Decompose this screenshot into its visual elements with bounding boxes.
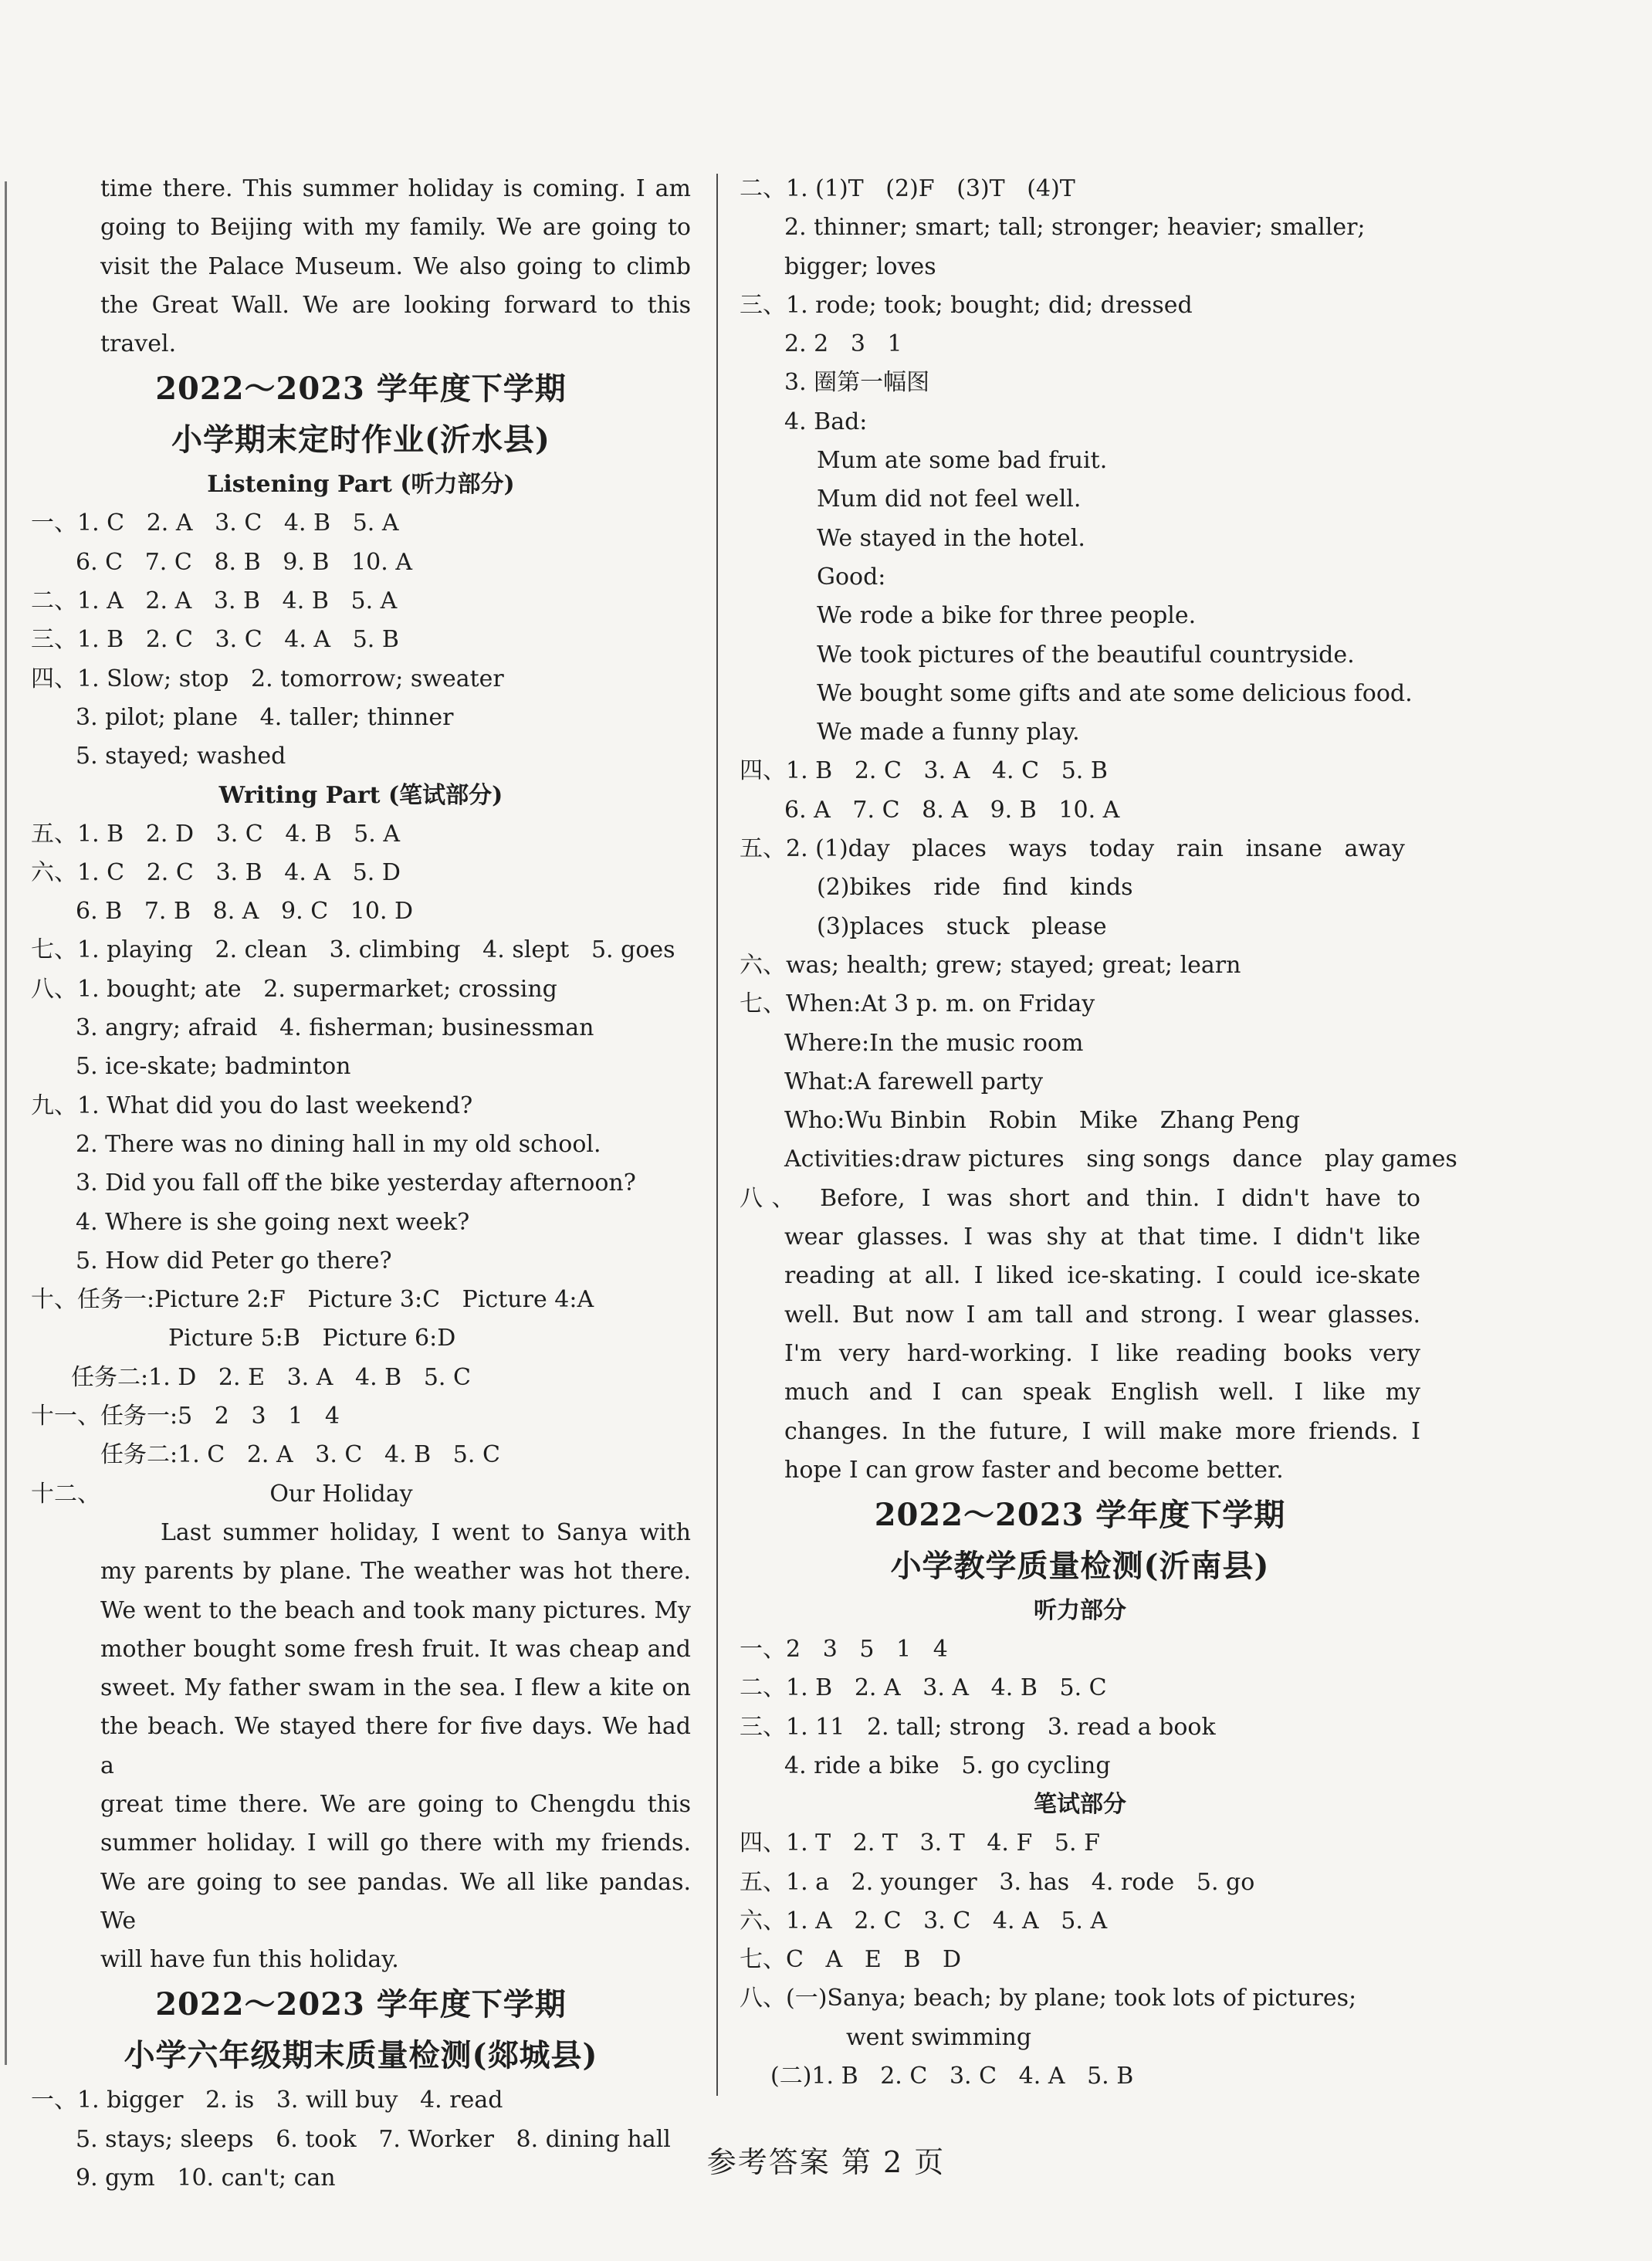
column-divider	[716, 174, 718, 2096]
answer-line: Mum did not feel well.	[817, 486, 1082, 513]
answer-line: 二、1. B 2. A 3. A 4. B 5. C	[740, 1674, 1107, 1702]
section-subtitle: 听力部分	[1034, 1597, 1126, 1625]
answer-line: (3)places stuck please	[817, 912, 1107, 940]
answer-line: Picture 5:B Picture 6:D	[168, 1325, 456, 1352]
essay-line: time there. This summer holiday is coming. I am	[100, 175, 691, 202]
answer-line: 四、1. B 2. C 3. A 4. C 5. B	[740, 757, 1108, 785]
answer-line: We took pictures of the beautiful countryside.	[817, 641, 1355, 668]
answer-line: Where:In the music room	[784, 1029, 1084, 1057]
answer-line: 6. A 7. C 8. A 9. B 10. A	[784, 796, 1120, 824]
essay-line: the Great Wall. We are looking forward to this	[100, 291, 691, 319]
section-title: 2022～2023 学年度下学期	[874, 1497, 1286, 1534]
answer-line: 一、2 3 5 1 4	[740, 1636, 948, 1664]
answer-line: 八、1. bought; ate 2. supermarket; crossing	[31, 975, 557, 1003]
essay-line: well. But now I am tall and strong. I wear glasses.	[784, 1301, 1420, 1329]
answer-line: 九、1. What did you do last weekend?	[31, 1092, 473, 1119]
answer-line: 任务二:1. D 2. E 3. A 4. B 5. C	[71, 1363, 471, 1391]
answer-line: 六、1. A 2. C 3. C 4. A 5. A	[740, 1907, 1108, 1934]
answer-line: 十一、任务一:5 2 3 1 4	[31, 1403, 340, 1430]
answer-line: 5. How did Peter go there?	[76, 1247, 392, 1274]
answer-line: 四、1. Slow; stop 2. tomorrow; sweater	[31, 665, 504, 692]
answer-line: We rode a bike for three people.	[817, 602, 1197, 630]
essay-line: Last summer holiday, I went to Sanya with	[161, 1518, 691, 1546]
answer-line: 3. Did you fall off the bike yesterday afternoon?	[76, 1169, 636, 1197]
answer-line: 七、C A E B D	[740, 1946, 962, 1974]
essay-line: my parents by plane. The weather was hot there.	[100, 1558, 691, 1586]
answer-line: 2. 2 3 1	[784, 330, 902, 358]
answer-line: 一、1. bigger 2. is 3. will buy 4. read	[31, 2087, 503, 2114]
answer-line: 2. thinner; smart; tall; stronger; heavier; smaller;	[784, 214, 1366, 242]
answer-line: 4. ride a bike 5. go cycling	[784, 1752, 1111, 1779]
answer-line: 八、(一)Sanya; beach; by plane; took lots of pictures;	[740, 1985, 1357, 2012]
section-subtitle: Listening Part (听力部分)	[207, 471, 515, 499]
essay-line: We are going to see pandas. We all like pandas. We	[100, 1868, 691, 1934]
section-title: 2022～2023 学年度下学期	[155, 1986, 567, 2023]
section-title: 小学教学质量检测(沂南县)	[890, 1548, 1270, 1585]
essay-line: We went to the beach and took many pictures. My	[100, 1596, 691, 1624]
answer-line: 4. Bad:	[784, 408, 868, 435]
answer-line: We made a funny play.	[817, 719, 1080, 746]
answer-line: 二、1. (1)T (2)F (3)T (4)T	[740, 175, 1075, 202]
essay-line: great time there. We are going to Chengdu this	[100, 1790, 691, 1818]
answer-line: 七、When:At 3 p. m. on Friday	[740, 990, 1095, 1018]
essay-line: the beach. We stayed there for five days. We had a	[100, 1713, 691, 1779]
answer-line: Mum ate some bad fruit.	[817, 447, 1108, 475]
answer-line: will have fun this holiday.	[100, 1946, 399, 1974]
answer-line: 四、1. T 2. T 3. T 4. F 5. F	[740, 1829, 1100, 1857]
answer-line: 五、2. (1)day places ways today rain insane away	[740, 835, 1405, 863]
essay-line: changes. In the future, I will make more friends. I	[784, 1417, 1420, 1445]
answer-line: 十二、 Our Holiday	[31, 1480, 413, 1508]
answer-line: went swimming	[846, 2023, 1032, 2051]
right-column	[740, 170, 1457, 2096]
answer-line: 2. There was no dining hall in my old school.	[76, 1130, 601, 1158]
answer-line: (二)1. B 2. C 3. C 4. A 5. B	[770, 2063, 1134, 2090]
answer-line: What:A farewell party	[784, 1068, 1044, 1095]
answer-line: 一、1. C 2. A 3. C 4. B 5. A	[31, 509, 399, 537]
essay-line: visit the Palace Museum. We also going to climb	[100, 252, 691, 280]
answer-line: bigger; loves	[784, 252, 936, 280]
answer-line: 9. gym 10. can't; can	[76, 2165, 336, 2192]
answer-line: hope I can grow faster and become better.	[784, 1456, 1284, 1484]
answer-line: 5. ice-skate; badminton	[76, 1053, 351, 1081]
section-subtitle: 笔试部分	[1034, 1791, 1126, 1819]
answer-line: 七、1. playing 2. clean 3. climbing 4. slept 5. goes	[31, 936, 675, 964]
answer-line: 5. stays; sleeps 6. took 7. Worker 8. dining hall	[76, 2125, 671, 2153]
left-column	[31, 170, 691, 2198]
answer-line: We stayed in the hotel.	[817, 524, 1085, 552]
essay-line: going to Beijing with my family. We are going to	[100, 214, 691, 242]
essay-line: sweet. My father swam in the sea. I flew a kite on	[100, 1674, 691, 1702]
answer-line: 十、任务一:Picture 2:F Picture 3:C Picture 4:A	[31, 1286, 594, 1314]
essay-line: much and I can speak English well. I like my	[784, 1379, 1420, 1406]
answer-line: 任务二:1. C 2. A 3. C 4. B 5. C	[100, 1441, 500, 1469]
answer-line: Activities:draw pictures sing songs dance play games	[784, 1146, 1457, 1173]
section-title: 小学期末定时作业(沂水县)	[171, 421, 550, 459]
answer-line: 六、was; health; grew; stayed; great; learn	[740, 951, 1241, 979]
essay-line: 八、 Before, I was short and thin. I didn't have to	[740, 1184, 1420, 1212]
essay-line: mother bought some fresh fruit. It was cheap and	[100, 1635, 691, 1663]
page-footer: 参考答案 第 2 页	[706, 2145, 946, 2179]
essay-line: reading at all. I liked ice-skating. I could ice-skate	[784, 1262, 1420, 1290]
answer-line: 6. B 7. B 8. A 9. C 10. D	[76, 898, 414, 926]
section-subtitle: Writing Part (笔试部分)	[218, 781, 503, 809]
answer-line: 三、1. 11 2. tall; strong 3. read a book	[740, 1713, 1216, 1741]
answer-line: 3. 圈第一幅图	[784, 369, 930, 397]
answer-line: 3. pilot; plane 4. taller; thinner	[76, 703, 454, 731]
answer-line: We bought some gifts and ate some delicious food.	[817, 679, 1413, 707]
section-title: 小学六年级期末质量检测(郯城县)	[124, 2037, 598, 2074]
answer-line: 二、1. A 2. A 3. B 4. B 5. A	[31, 587, 398, 615]
scan-edge-line	[5, 181, 7, 2065]
answer-line: 6. C 7. C 8. B 9. B 10. A	[76, 548, 412, 576]
essay-line: I'm very hard-working. I like reading books very	[784, 1339, 1420, 1367]
answer-line: Good:	[817, 563, 886, 591]
answer-line: 六、1. C 2. C 3. B 4. A 5. D	[31, 858, 401, 886]
answer-line: 三、1. rode; took; bought; did; dressed	[740, 291, 1193, 319]
answer-line: travel.	[100, 330, 177, 358]
section-title: 2022～2023 学年度下学期	[155, 371, 567, 408]
essay-line: wear glasses. I was shy at that time. I didn't like	[784, 1224, 1420, 1251]
answer-line: 5. stayed; washed	[76, 743, 286, 770]
answer-line: 4. Where is she going next week?	[76, 1208, 470, 1236]
answer-line: 五、1. B 2. D 3. C 4. B 5. A	[31, 820, 400, 848]
answer-line: Who:Wu Binbin Robin Mike Zhang Peng	[784, 1107, 1300, 1135]
answer-line: 三、1. B 2. C 3. C 4. A 5. B	[31, 626, 399, 654]
answer-line: 3. angry; afraid 4. fisherman; businessman	[76, 1014, 594, 1042]
answer-line: 五、1. a 2. younger 3. has 4. rode 5. go	[740, 1868, 1255, 1896]
essay-line: summer holiday. I will go there with my friends.	[100, 1829, 691, 1857]
answer-line: (2)bikes ride find kinds	[817, 874, 1133, 902]
